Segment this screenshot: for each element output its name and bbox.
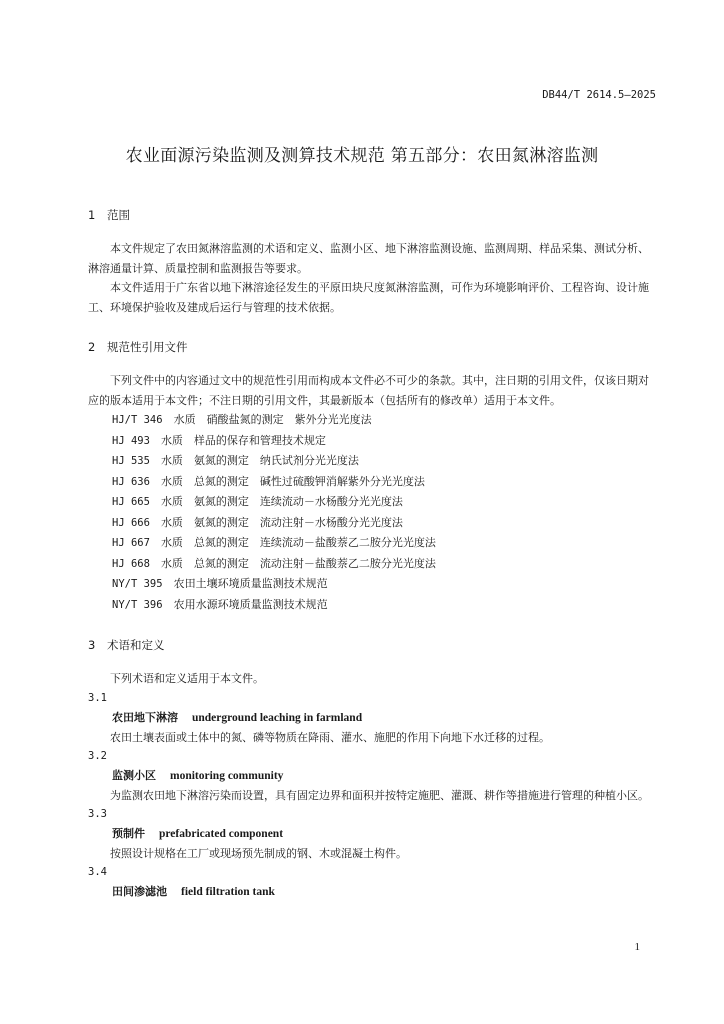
reference-title: 水质 总氮的测定 碱性过硫酸钾消解紫外分光光度法 [160, 474, 425, 488]
section-number: 1 [88, 208, 96, 222]
reference-code: HJ 666 [112, 516, 150, 529]
term-zh: 预制件 [112, 826, 145, 840]
reference-title: 水质 氨氮的测定 纳氏试剂分光光度法 [160, 454, 359, 467]
section-heading-scope [88, 205, 656, 225]
paragraph: 下列文件中的内容通过文中的规范性引用而构成本文件必不可少的条款。其中，注日期的引用文件，仅该日期对应的版本适用于本文件；不注日期的引用文件，其最新版本（包括所有的修改单）适用于本文件。 [88, 374, 649, 407]
section-heading-normative-references [88, 337, 656, 357]
reference-code: HJ 535 [112, 455, 150, 467]
term-zh: 监测小区 [112, 768, 156, 782]
reference-item [88, 451, 656, 472]
page-number: 1 [634, 941, 640, 953]
reference-code: HJ 493 [112, 434, 150, 447]
term-en: monitoring community [170, 769, 284, 782]
document-body [88, 205, 656, 902]
term-number: 3.1 [88, 691, 107, 704]
reference-code: HJ 665 [112, 496, 150, 508]
section-title: 范围 [107, 208, 130, 222]
term-heading [88, 766, 656, 786]
term-number: 3.4 [88, 865, 107, 878]
paragraph: 本文件规定了农田氮淋溶监测的术语和定义、监测小区、地下淋溶监测设施、监测周期、样品采集、测试分析、淋溶通量计算、质量控制和监测报告等要求。 [88, 242, 649, 275]
reference-item [88, 533, 656, 554]
reference-title: 水质 总氮的测定 连续流动－盐酸萘乙二胺分光光度法 [160, 536, 436, 549]
reference-title: 水质 样品的保存和管理技术规定 [160, 433, 326, 447]
term-en: underground leaching in farmland [192, 711, 363, 724]
reference-title: 水质 氨氮的测定 连续流动－水杨酸分光光度法 [160, 495, 403, 508]
reference-item [88, 513, 656, 534]
term-definition: 农田土壤表面或土体中的氮、磷等物质在降雨、灌水、施肥的作用下向地下水迁移的过程。 [110, 730, 550, 744]
reference-code: HJ/T 346 [112, 414, 163, 426]
section-title: 术语和定义 [107, 638, 165, 652]
term-number: 3.2 [88, 749, 107, 762]
paragraph: 下列术语和定义适用于本文件。 [110, 672, 264, 685]
reference-item [88, 410, 656, 431]
term-heading [88, 882, 656, 902]
document-title: 农业面源污染监测及测算技术规范 第五部分：农田氮淋溶监测 [125, 146, 599, 166]
term-number: 3.3 [88, 807, 107, 820]
reference-code: NY/T 395 [112, 578, 163, 590]
reference-title: 农用水源环境质量监测技术规范 [173, 597, 328, 611]
reference-item [88, 472, 656, 493]
reference-code: HJ 668 [112, 557, 150, 570]
term-heading [88, 824, 656, 844]
term-zh: 田间渗滤池 [112, 884, 167, 898]
term-en: prefabricated component [159, 827, 284, 840]
reference-item [88, 595, 656, 616]
term-en: field filtration tank [181, 885, 275, 898]
reference-item [88, 554, 656, 575]
reference-title: 水质 硝酸盐氮的测定 紫外分光光度法 [173, 413, 372, 426]
document-number: DB44/T 2614.5—2025 [542, 89, 656, 101]
reference-title: 水质 总氮的测定 流动注射－盐酸萘乙二胺分光光度法 [160, 556, 436, 570]
section-number: 3 [88, 638, 96, 652]
section-title: 规范性引用文件 [107, 340, 188, 354]
reference-title: 农田土壤环境质量监测技术规范 [173, 577, 328, 590]
reference-item [88, 431, 656, 452]
term-heading [88, 708, 656, 728]
reference-item [88, 492, 656, 513]
reference-code: HJ 636 [112, 475, 150, 488]
section-heading-terms-and-definitions [88, 635, 656, 655]
term-zh: 农田地下淋溶 [112, 710, 178, 724]
reference-title: 水质 氨氮的测定 流动注射－水杨酸分光光度法 [160, 515, 403, 529]
term-definition: 按照设计规格在工厂或现场预先制成的钢、木或混凝土构件。 [110, 846, 407, 860]
reference-item [88, 574, 656, 595]
paragraph: 本文件适用于广东省以地下淋溶途径发生的平原田块尺度氮淋溶监测，可作为环境影响评价、工程咨询、设计施工、环境保护验收及建成后运行与管理的技术依据。 [88, 281, 649, 314]
section-number: 2 [88, 340, 96, 354]
reference-code: NY/T 396 [112, 598, 163, 611]
reference-code: HJ 667 [112, 537, 150, 549]
term-definition: 为监测农田地下淋溶污染而设置，具有固定边界和面积并按特定施肥、灌溉、耕作等措施进行管理的种植小区。 [110, 788, 649, 802]
